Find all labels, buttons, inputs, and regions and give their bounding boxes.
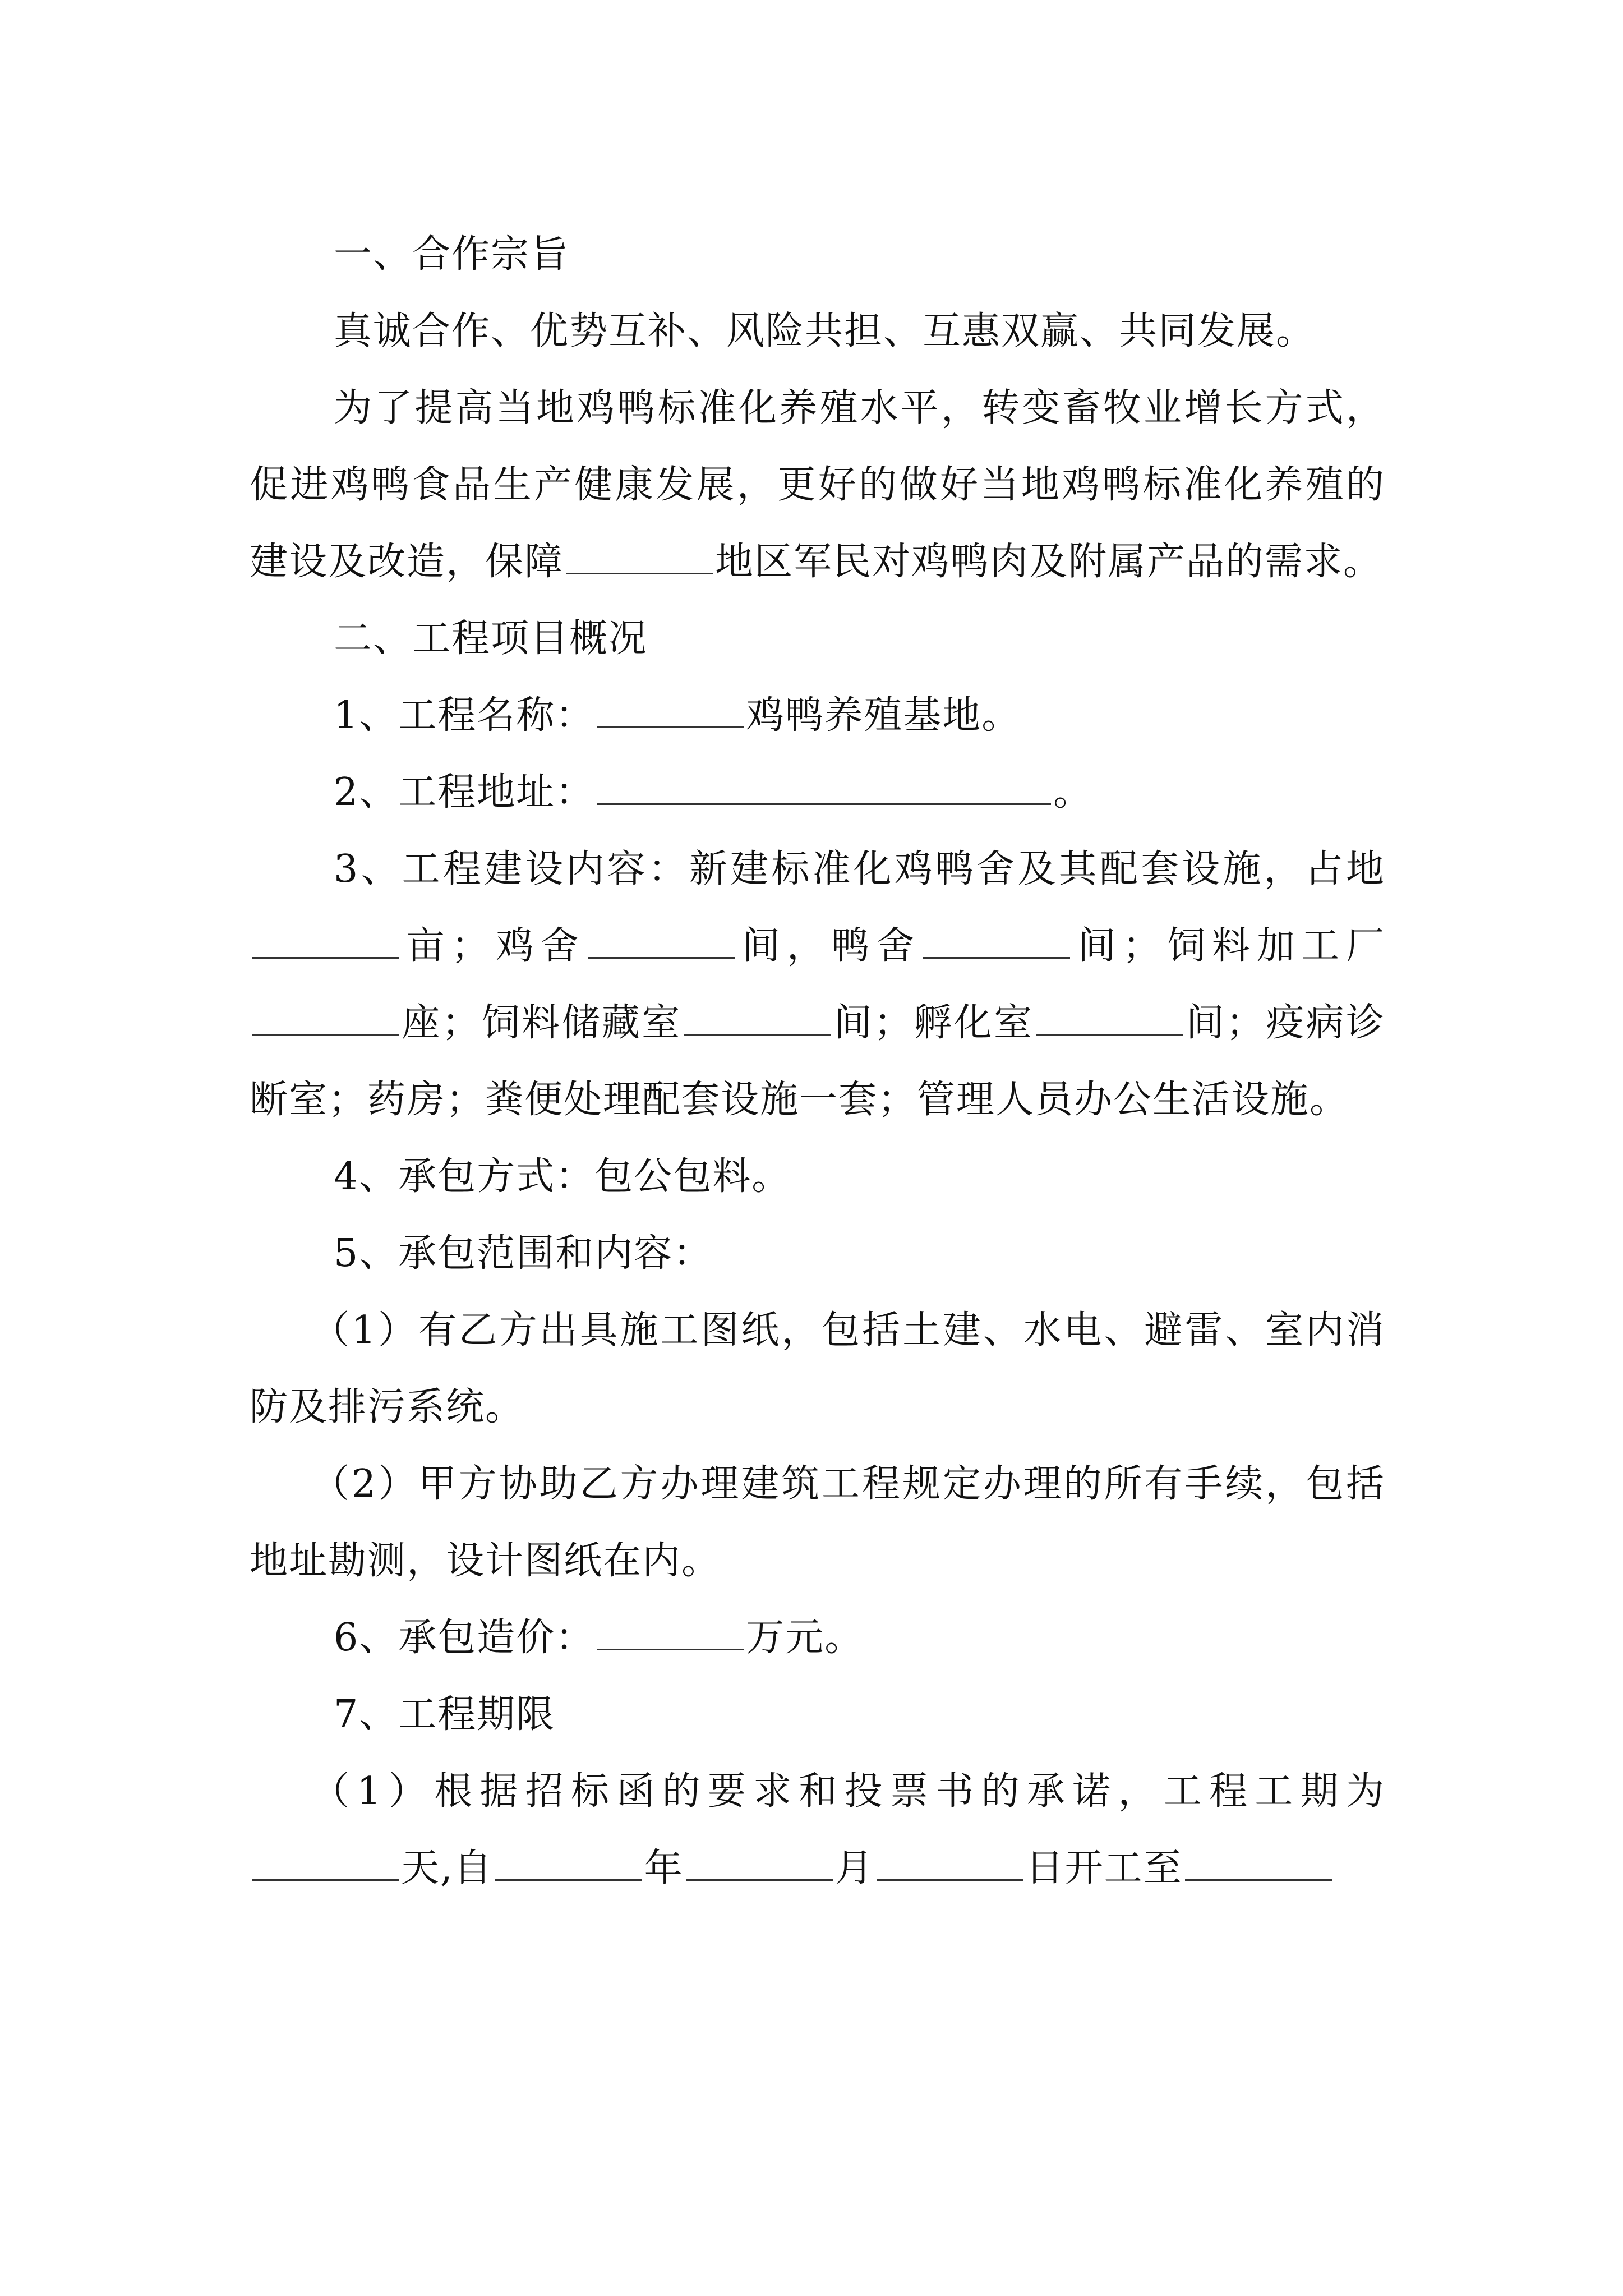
item-project-address (250, 754, 1385, 831)
item-period-text: （1）根据招标函的要求和投票书的承诺，工程工期为 (311, 1769, 1385, 1814)
item-content-t2: 间，鸭舍 (736, 924, 921, 968)
paragraph-purpose: 真诚合作、优势互补、风险共担、互惠双赢、共同发展。 (334, 309, 1316, 353)
item-construction-content (250, 831, 1385, 1138)
item-content-label: 3、工程建设内容：新建标准化鸡鸭舍及其配套设施，占地 (334, 847, 1385, 891)
blank-day (877, 1848, 1023, 1881)
section-heading-1: 一、合作宗旨 (334, 232, 570, 277)
blank-duck-houses (923, 926, 1070, 959)
paragraph-goal-part2: 地区军民对鸡鸭肉及附属产品的需求。 (715, 540, 1383, 584)
item-project-address-suffix: 。 (1053, 770, 1093, 815)
paragraph-goal (250, 370, 1385, 600)
item-period-t-year: 年 (644, 1846, 684, 1890)
item-project-address-label: 2、工程地址： (334, 770, 595, 815)
item-project-name-suffix: 鸡鸭养殖基地。 (746, 693, 1021, 738)
item-scope-sub1: （1）有乙方出具施工图纸，包括土建、水电、避雷、室内消防及排污系统。 (250, 1308, 1385, 1429)
blank-end-date (1185, 1848, 1332, 1881)
item-contract-method: 4、承包方式：包公包料。 (334, 1154, 791, 1199)
blank-land-area (252, 926, 399, 959)
blank-year (495, 1848, 642, 1881)
item-period-t-start: 日开工至 (1025, 1846, 1183, 1890)
item-price-label: 6、承包造价： (334, 1616, 595, 1660)
blank-hatchery (1036, 1002, 1183, 1036)
item-contract-scope: 5、承包范围和内容： (334, 1231, 713, 1276)
paragraph-goal-part1: 为了提高当地鸡鸭标准化养殖水平，转变畜牧业增长方式，促进鸡鸭食品生产健康发展，更好的做好当地鸡鸭标准化养殖的建设及改造，保障 (250, 386, 1385, 584)
document-body (250, 216, 1385, 1907)
item-content-t6: 间；疫病诊断室；药房；粪便处理配套设施一套；管理人员办公生活设施。 (250, 1001, 1385, 1122)
item-content-t3: 间；饲料加工厂 (1072, 924, 1385, 968)
item-contract-price (250, 1599, 1385, 1676)
blank-chicken-houses (588, 926, 735, 959)
item-price-suffix: 万元。 (746, 1616, 864, 1660)
blank-region (566, 541, 713, 574)
blank-project-name (597, 695, 744, 728)
item-content-t1: 亩；鸡舍 (401, 924, 585, 968)
item-scope-sub2: （2）甲方协助乙方办理建筑工程规定办理的所有手续，包括地址勘测，设计图纸在内。 (250, 1462, 1385, 1583)
blank-feed-plants (252, 1002, 399, 1036)
blank-month (686, 1848, 833, 1881)
blank-price (597, 1617, 744, 1650)
item-period-t-day: 天,自 (401, 1846, 493, 1890)
section-heading-2: 二、工程项目概况 (334, 616, 648, 661)
blank-days (252, 1848, 399, 1881)
item-project-period: 7、工程期限 (334, 1692, 556, 1737)
item-project-name (250, 677, 1385, 754)
blank-project-address (597, 772, 1051, 805)
item-content-t5: 间；孵化室 (833, 1001, 1034, 1045)
item-content-t4: 座；饲料储藏室 (401, 1001, 682, 1045)
item-project-name-label: 1、工程名称： (334, 693, 595, 738)
blank-feed-storage (684, 1002, 831, 1036)
item-period-t-month: 月 (834, 1846, 874, 1890)
item-period-sub1 (250, 1753, 1385, 1907)
